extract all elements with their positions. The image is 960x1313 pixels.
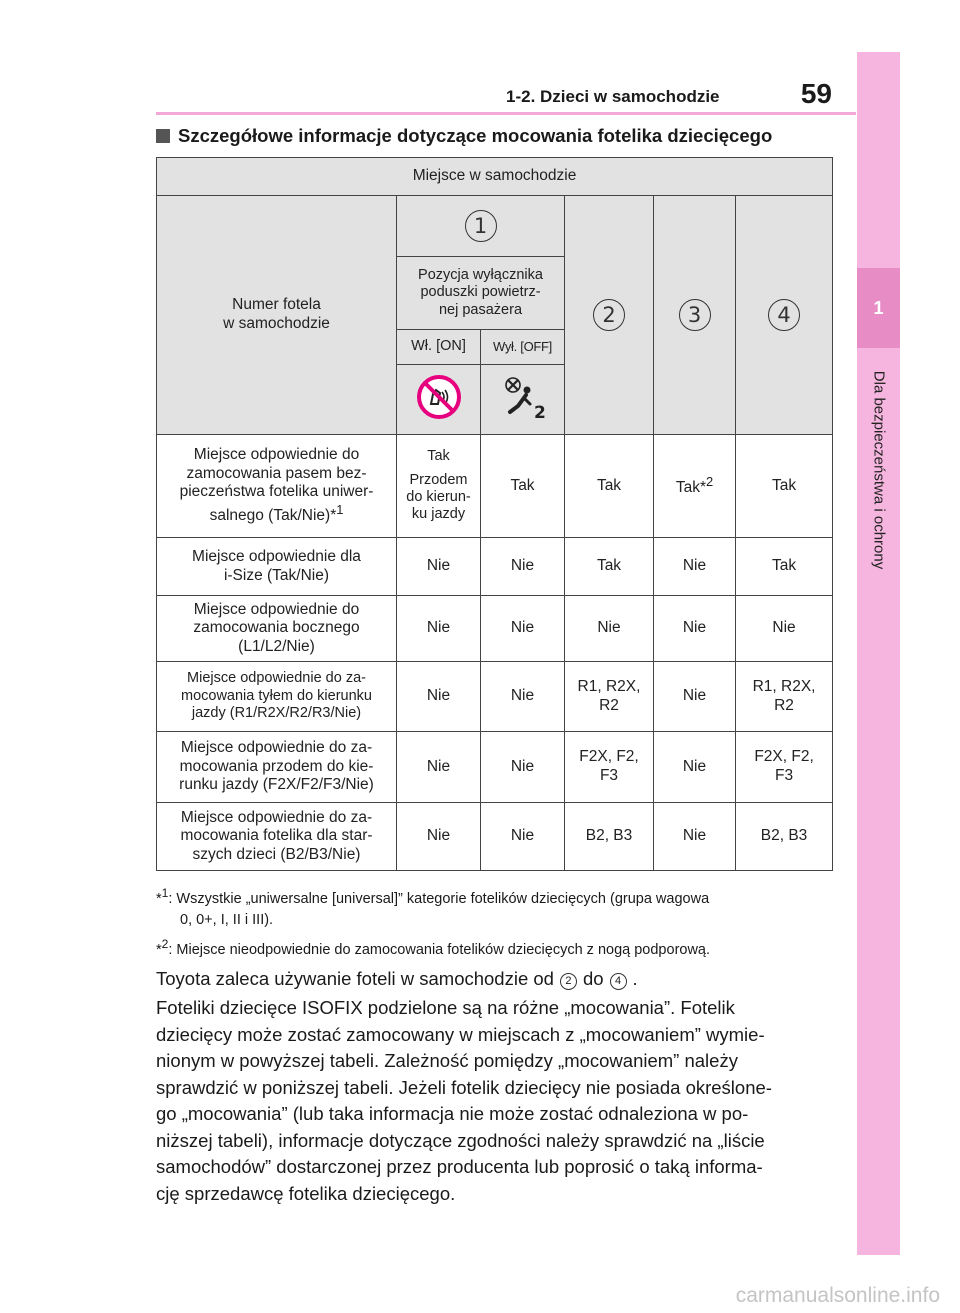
cell-on: Nie (397, 596, 481, 662)
cell-on: Nie (397, 732, 481, 803)
svg-text:2: 2 (533, 402, 546, 420)
paragraph-line: dziecięcy może zostać zamocowany w miejscach z „mocowaniem” wymie- (156, 1023, 765, 1045)
cell-on (397, 435, 481, 538)
cell-off: Nie (481, 803, 565, 871)
row-label-line: pieczeństwa fotelika uniwer- (179, 483, 374, 501)
seat-2-circle: 2 (593, 299, 625, 331)
chapter-number[interactable]: 1 (857, 268, 900, 348)
paragraph-line: niższej tabeli), informacje dotyczące zgodności należy sprawdzić na „liście (156, 1129, 765, 1151)
section-title (156, 125, 836, 147)
row-label (157, 596, 397, 662)
cell-seat-4 (736, 732, 833, 803)
cell-value-line: R2 (599, 696, 619, 714)
cell-note-line: ku jazdy (411, 506, 466, 523)
cell-seat-3: Nie (654, 803, 736, 871)
cell-note-line: Przodem (409, 471, 468, 488)
cell-seat-4: Tak (736, 435, 833, 538)
footnote-line: *$^2$: Miejsce nieodpowiednie do zamocowania fotelików dziecięcych z nogą podporową. (156, 937, 711, 958)
cell-seat-4: B2, B3 (736, 803, 833, 871)
cell-seat-2: Tak (565, 435, 654, 538)
row-label-line: mocowania przodem do kie- (179, 757, 374, 775)
footnote-ref: 1 (336, 502, 344, 518)
cell-seat-3: Nie (654, 538, 736, 596)
table-row (157, 596, 833, 662)
square-bullet-icon (156, 129, 170, 143)
header-rule (156, 112, 856, 115)
row-label-line: Miejsce odpowiednie do za- (180, 808, 373, 826)
seat-3-circle: 3 (679, 299, 711, 331)
footnote-ref: 2 (705, 474, 714, 490)
row-label-line: jazdy (R1/R2X/R2/R3/Nie) (191, 705, 362, 722)
side-tab-strip (857, 52, 900, 1255)
row-label-line: Miejsce odpowiednie do za- (187, 670, 366, 687)
cell-seat-4: Nie (736, 596, 833, 662)
page-header (156, 78, 832, 110)
cell-value: Tak (427, 448, 450, 465)
cell-seat-2 (565, 662, 654, 732)
row-label (157, 538, 397, 596)
paragraph-line: Foteliki dziecięce ISOFIX podzielone są na różne „mocowania”. Fotelik (156, 997, 735, 1018)
paragraph-line: cję sprzedawcę fotelika dziecięcego. (156, 1182, 456, 1204)
airbag-off-icon-cell (481, 365, 565, 435)
airbag-off-icon (500, 374, 546, 420)
isofix-paragraph (156, 995, 836, 1207)
row-label (157, 435, 397, 538)
cell-seat-2: B2, B3 (565, 803, 654, 871)
row-label-line: Miejsce odpowiednie do (193, 600, 360, 618)
cell-value-line: R1, R2X, (752, 677, 816, 695)
airbag-switch-label-line: nej pasażera (438, 301, 523, 318)
cell-seat-3: Tak*$^2$ (654, 435, 736, 538)
row-label-line: Miejsce odpowiednie do za- (180, 739, 373, 757)
no-rear-facing-seat-icon (416, 374, 462, 420)
cell-on: Nie (397, 662, 481, 732)
seat-1-header (397, 196, 565, 257)
cell-value-line: F3 (774, 767, 794, 784)
cell-seat-2: Nie (565, 596, 654, 662)
footnote-1 (156, 883, 836, 931)
cell-value-line: R2 (774, 696, 794, 714)
seat-number-label-line: Numer fotela (232, 296, 321, 314)
table-row (157, 732, 833, 803)
paragraph-line: go „mocowania” (lub taka informacja nie może zostać odnaleziona w po- (156, 1103, 749, 1124)
footnote-2 (156, 934, 836, 961)
cell-seat-2: Tak (565, 538, 654, 596)
airbag-on-icon-cell (397, 365, 481, 435)
seat-number-label-line: w samochodzie (223, 315, 330, 332)
row-label-line: (L1/L2/Nie) (238, 637, 315, 655)
page-number: 59 (800, 78, 832, 109)
row-label-line: szych dzieci (B2/B3/Nie) (192, 845, 361, 863)
cell-value-line: F3 (599, 767, 619, 784)
cell-seat-4 (736, 662, 833, 732)
table-row (157, 435, 833, 538)
watermark: carmanualsonline.info (735, 1284, 940, 1307)
row-label-line: zamocowania pasem bez- (186, 464, 367, 482)
cell-off: Nie (481, 538, 565, 596)
cell-on: Nie (397, 538, 481, 596)
cell-off: Nie (481, 662, 565, 732)
row-label-line: zamocowania bocznego (193, 619, 360, 637)
seat-3-header (654, 196, 736, 435)
table-row (157, 662, 833, 732)
cell-seat-3: Nie (654, 596, 736, 662)
paragraph-line: nionym w powyższej tabeli. Zależność pomiędzy „mocowaniem” należy (156, 1050, 738, 1071)
cell-seat-2 (565, 732, 654, 803)
row-label (157, 732, 397, 803)
row-label-line: Miejsce odpowiednie dla (192, 547, 361, 565)
airbag-switch-label (397, 257, 565, 330)
table-row (157, 538, 833, 596)
cell-value-line: F2X, F2, (754, 748, 814, 766)
row-label-line: i-Size (Tak/Nie) (223, 566, 330, 584)
cell-on: Nie (397, 803, 481, 871)
cell-seat-4: Tak (736, 538, 833, 596)
row-label-line: mocowania fotelika dla star- (180, 827, 373, 845)
cell-note-line: do kierun- (406, 489, 471, 505)
cell-value-line: F2X, F2, (579, 748, 639, 766)
seat-compatibility-table (156, 157, 833, 871)
paragraph-line: sprawdzić w poniższej tabeli. Jeżeli fotelik dziecięcy nie posiada określone- (156, 1076, 772, 1098)
cell-off: Tak (481, 435, 565, 538)
table-header-seat-location: Miejsce w samochodzie (157, 158, 833, 196)
seat-2-small-circle: 2 (560, 973, 577, 990)
chapter-label: Dla bezpieczeństwa i ochrony (870, 370, 888, 570)
seat-4-header (736, 196, 833, 435)
switch-off-label: Wył. [OFF] (481, 330, 565, 365)
paragraph-line: samochodów” dostarczonej przez producenta lub poprosić o taką informa- (156, 1156, 763, 1177)
footnote-line: 0, 0+, I, II i III). (180, 911, 274, 928)
switch-on-label: Wł. [ON] (397, 330, 481, 365)
row-label-line: runku jazdy (F2X/F2/F3/Nie) (179, 776, 374, 794)
footnote-line: *$^1$: Wszystkie „uniwersalne [universal]” kategorie fotelików dziecięcych (grupa wagowa (156, 886, 710, 907)
row-label (157, 803, 397, 871)
section-title-text: Szczegółowe informacje dotyczące mocowania fotelika dziecięcego (178, 125, 773, 146)
row-label-line: mocowania tyłem do kierunku (180, 687, 372, 704)
header-section-title: 1-2. Dzieci w samochodzie (506, 87, 720, 106)
cell-seat-3: Nie (654, 732, 736, 803)
airbag-switch-label-line: Pozycja wyłącznika (418, 266, 543, 283)
cell-value-line: R1, R2X, (577, 677, 641, 695)
seat-1-circle: 1 (465, 210, 497, 242)
airbag-switch-label-line: poduszki powietrz- (420, 284, 541, 301)
seat-number-label (157, 196, 397, 435)
row-label (157, 662, 397, 732)
cell-off: Nie (481, 596, 565, 662)
cell-seat-3: Nie (654, 662, 736, 732)
recommendation-line: Toyota zaleca używanie foteli w samochodzie od 2 do 4 . (156, 968, 638, 989)
cell-off: Nie (481, 732, 565, 803)
seat-4-circle: 4 (768, 299, 800, 331)
seat-4-small-circle: 4 (610, 973, 627, 990)
row-label-line: salnego (Tak/Nie)*$^1$ (209, 502, 344, 525)
row-label-line: Miejsce odpowiednie do (193, 446, 360, 464)
seat-2-header (565, 196, 654, 435)
table-row (157, 803, 833, 871)
